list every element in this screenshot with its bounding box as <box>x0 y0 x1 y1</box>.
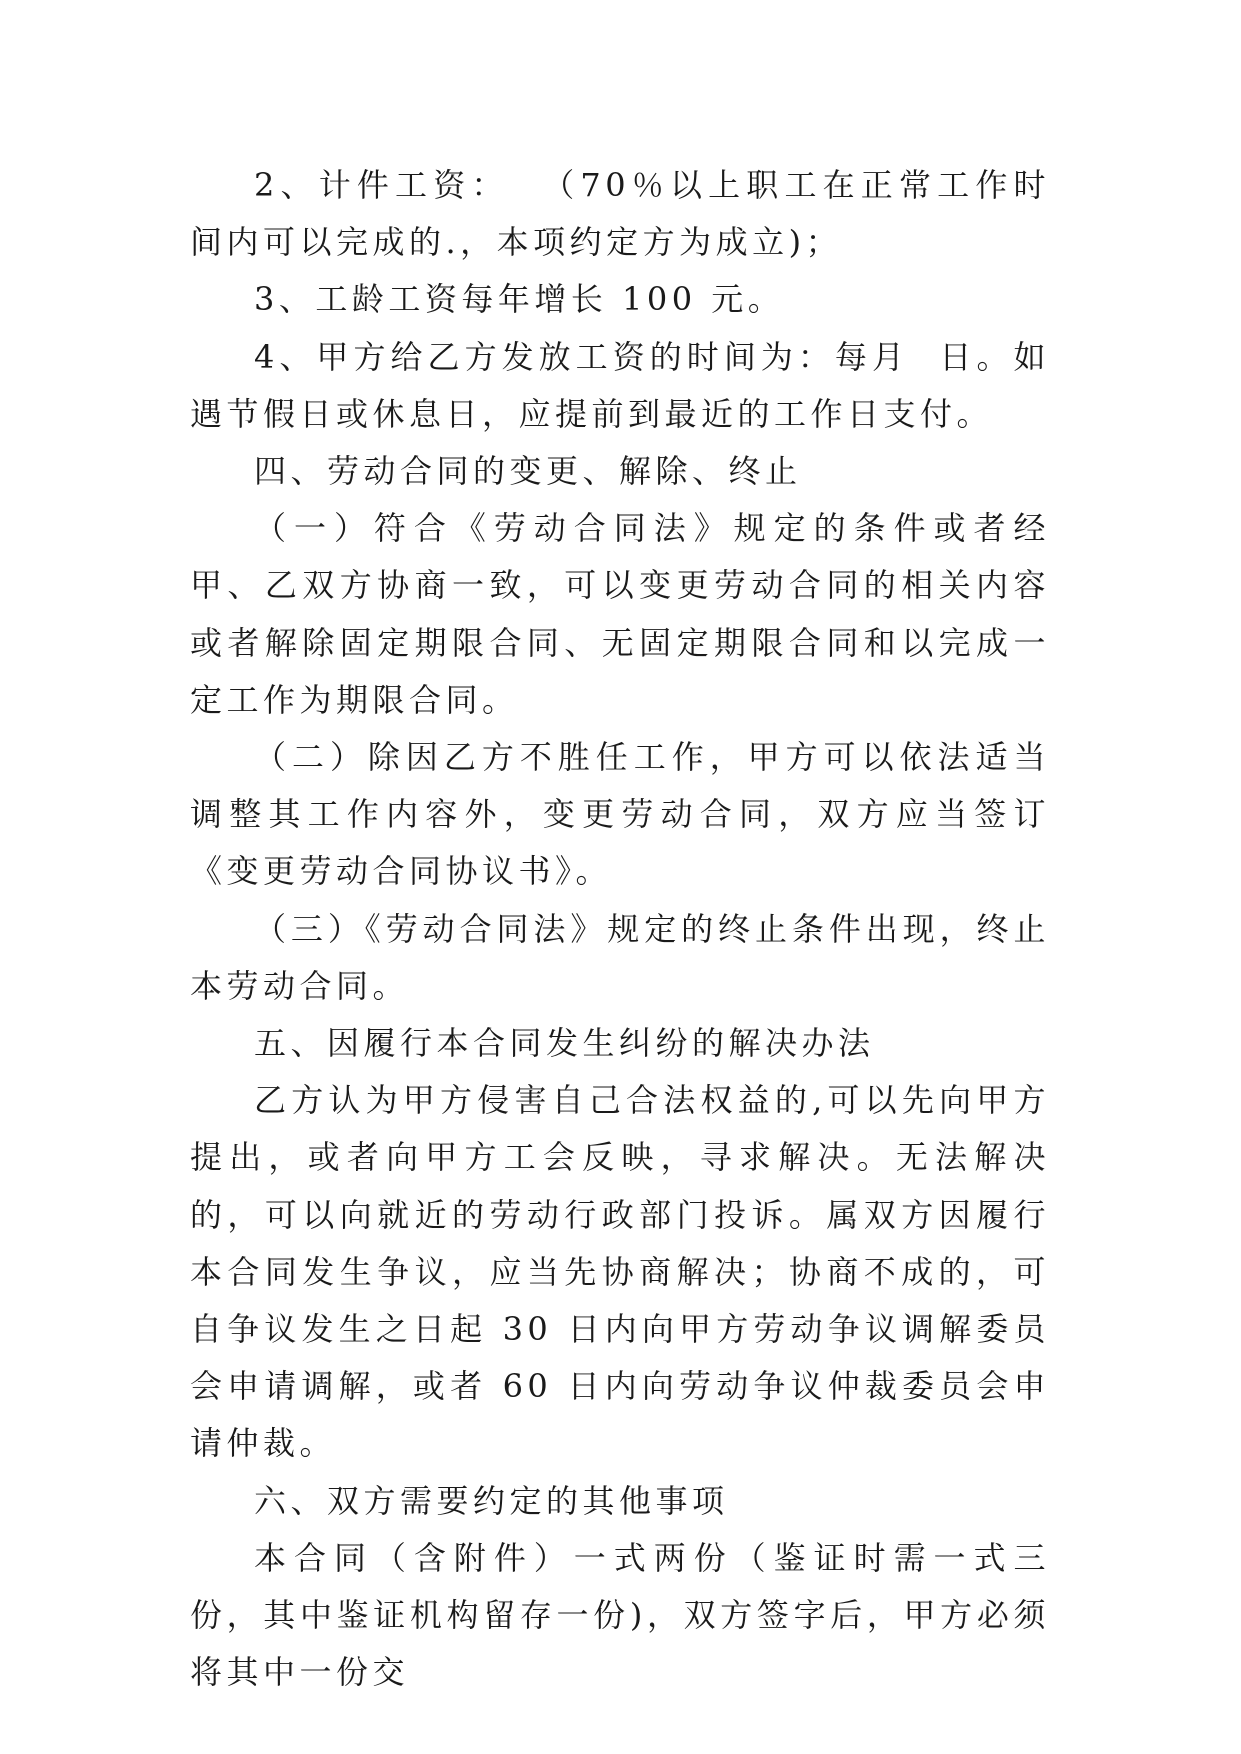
section-heading-dispute-resolution: 五、因履行本合同发生纠纷的解决办法 <box>254 1024 875 1063</box>
paragraph-change-clause-1: （一）符合《劳动合同法》规定的条件或者经甲、乙双方协商一致，可以变更劳动合同的相关内容或者解除固定期限合同、无固定期限合同和以完成一定工作为期限合同。 <box>190 509 1050 719</box>
paragraph-dispute-resolution: 乙方认为甲方侵害自己合法权益的,可以先向甲方提出，或者向甲方工会反映，寻求解决。无法解决的，可以向就近的劳动行政部门投诉。属双方因履行本合同发生争议，应当先协商解决；协商不成的，可自争议发生之日起 30 日内向甲方劳动争议调解委员会申请调解，或者 60 日内向劳动争议仲裁委员会申请仲裁。 <box>190 1081 1050 1463</box>
paragraph-contract-copies: 本合同（含附件）一式两份（鉴证时需一式三份，其中鉴证机构留存一份)，双方签字后，甲方必须将其中一份交 <box>190 1538 1050 1692</box>
paragraph-seniority-wage: 3、工龄工资每年增长 100 元。 <box>254 280 785 319</box>
paragraph-change-clause-2: （二）除因乙方不胜任工作，甲方可以依法适当调整其工作内容外，变更劳动合同，双方应当签订《变更劳动合同协议书》。 <box>190 738 1050 891</box>
paragraph-payday: 4、甲方给乙方发放工资的时间为：每月 日。如遇节假日或休息日，应提前到最近的工作日支付。 <box>190 337 1050 433</box>
paragraph-change-clause-3: （三）《劳动合同法》规定的终止条件出现，终止本劳动合同。 <box>190 909 1050 1005</box>
document-body <box>190 157 1050 1701</box>
section-heading-contract-change: 四、劳动合同的变更、解除、终止 <box>254 452 802 491</box>
paragraph-piecework-wage: 2、计件工资： （70％以上职工在正常工作时间内可以完成的.，本项约定方为成立)； <box>190 166 1050 262</box>
section-heading-other-matters: 六、双方需要约定的其他事项 <box>254 1481 729 1520</box>
